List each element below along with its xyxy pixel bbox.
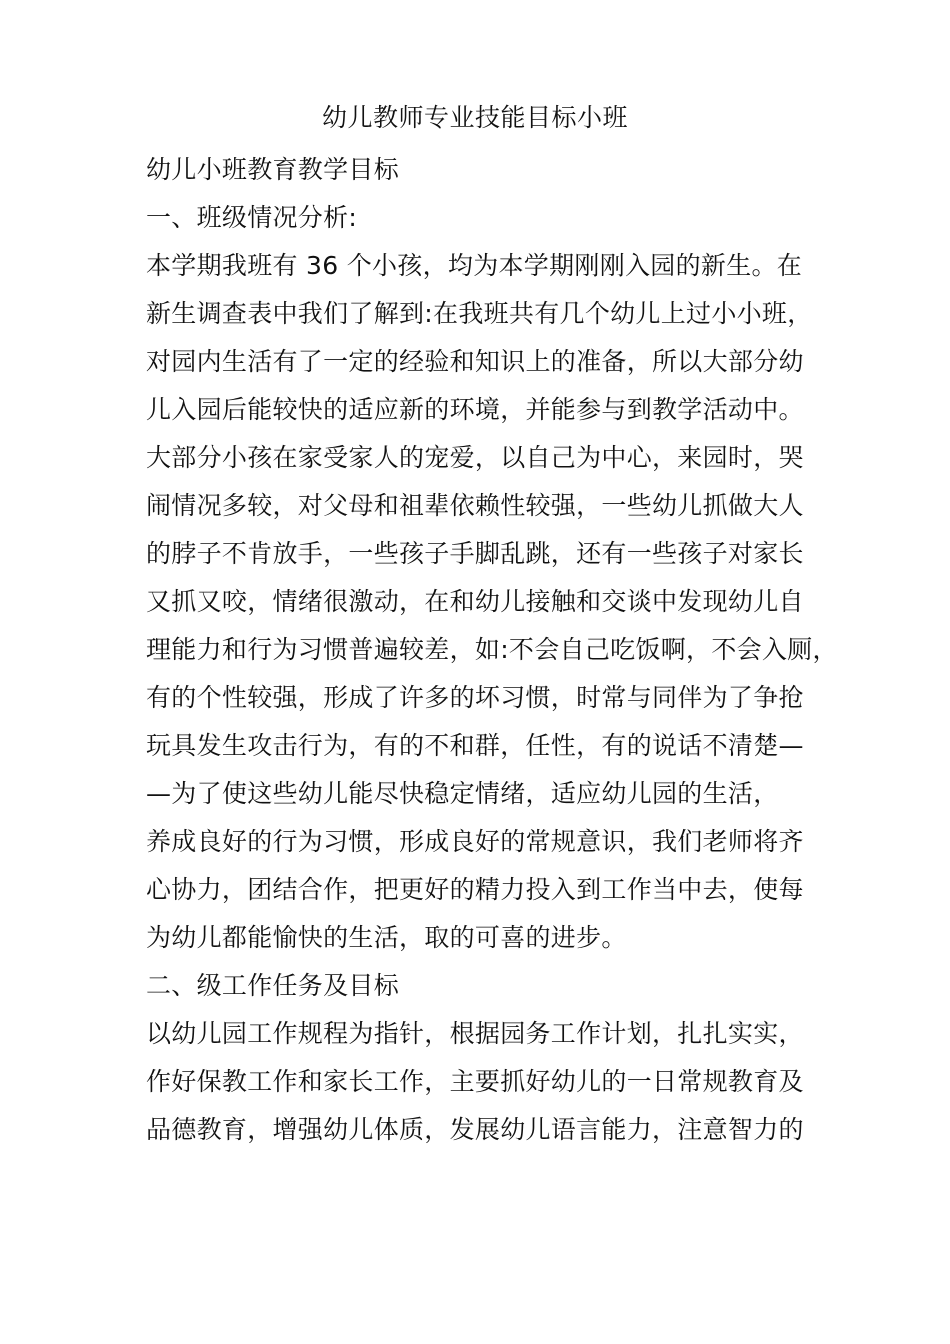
section-heading-tasks: 二、级工作任务及目标 [146, 971, 400, 1000]
paragraph-line: 理能力和行为习惯普遍较差，如:不会自己吃饭啊，不会入厕， [146, 635, 838, 664]
paragraph-line: 以幼儿园工作规程为指针，根据园务工作计划，扎扎实实， [146, 1019, 804, 1048]
paragraph-line: 品德教育，增强幼儿体质，发展幼儿语言能力，注意智力的 [146, 1115, 804, 1144]
document-title: 幼儿教师专业技能目标小班 [321, 103, 628, 132]
paragraph-line: 儿入园后能较快的适应新的环境，并能参与到教学活动中。 [146, 395, 804, 424]
paragraph-line: 对园内生活有了一定的经验和知识上的准备，所以大部分幼 [146, 347, 804, 376]
paragraph-line: 为幼儿都能愉快的生活，取的可喜的进步。 [146, 923, 627, 952]
paragraph-line: 大部分小孩在家受家人的宠爱，以自己为中心，来园时，哭 [146, 443, 804, 472]
paragraph-line: 养成良好的行为习惯，形成良好的常规意识，我们老师将齐 [146, 827, 804, 856]
paragraph-line: 有的个性较强，形成了许多的坏习惯，时常与同伴为了争抢 [146, 683, 804, 712]
paragraph-line: 玩具发生攻击行为，有的不和群，任性，有的说话不清楚— [146, 731, 804, 760]
paragraph-line: 闹情况多较，对父母和祖辈依赖性较强，一些幼儿抓做大人 [146, 491, 804, 520]
paragraph-line: 的脖子不肯放手，一些孩子手脚乱跳，还有一些孩子对家长 [146, 539, 804, 568]
paragraph-line: 本学期我班有 36 个小孩，均为本学期刚刚入园的新生。在 [146, 251, 803, 280]
paragraph-line: —为了使这些幼儿能尽快稳定情绪，适应幼儿园的生活， [146, 779, 779, 808]
paragraph-line: 又抓又咬，情绪很激动，在和幼儿接触和交谈中发现幼儿自 [146, 587, 804, 616]
paragraph-line: 心协力，团结合作，把更好的精力投入到工作当中去，使每 [146, 875, 804, 904]
paragraph-line: 新生调查表中我们了解到:在我班共有几个幼儿上过小小班， [146, 299, 813, 328]
section-heading-objectives: 幼儿小班教育教学目标 [146, 155, 400, 184]
section-heading-class-analysis: 一、班级情况分析: [146, 203, 358, 232]
paragraph-line: 作好保教工作和家长工作，主要抓好幼儿的一日常规教育及 [146, 1067, 804, 1096]
